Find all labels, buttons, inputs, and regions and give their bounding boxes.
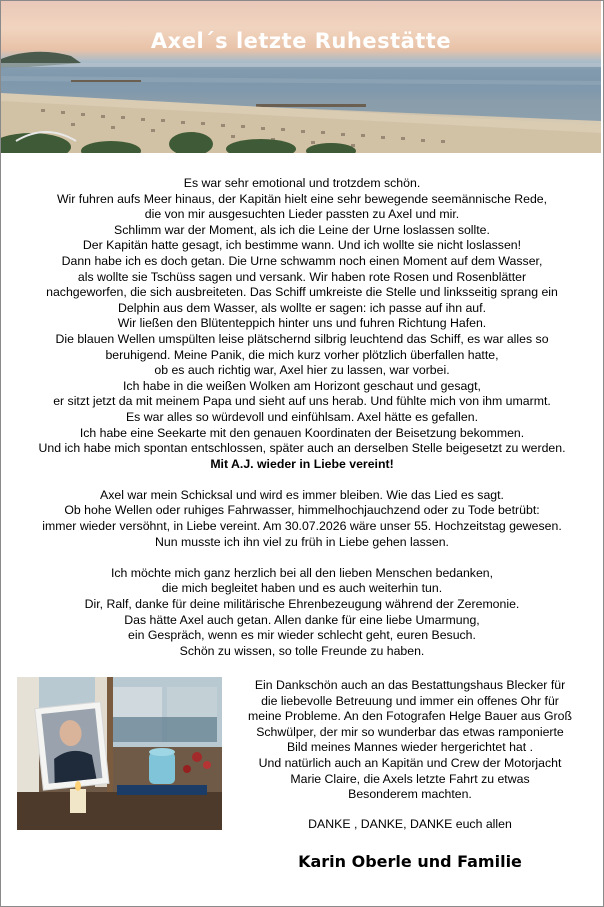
- text-line: Marie Claire, die Axels letzte Fahrt zu etwas: [290, 771, 530, 786]
- text-line: Nun musste ich ihn viel zu früh in Liebe gehen lassen.: [155, 534, 449, 549]
- text-line: Schwülper, der mir so wunderbar das etwas ramponierte: [256, 724, 564, 739]
- signature: Karin Oberle und Familie: [298, 852, 522, 871]
- text-line: Dir, Ralf, danke für deine militärische Ehrenbezeugung während der Zeremonie.: [84, 597, 520, 612]
- text-line: Es war sehr emotional und trotzdem schön.: [183, 176, 421, 190]
- text-line: Das hätte Axel auch getan. Allen danke für eine liebe Umarmung,: [124, 612, 480, 627]
- page-title: Axel´s letzte Ruhestätte: [150, 29, 452, 53]
- text-line: Schlimm war der Moment, als ich die Leine der Urne loslassen sollte.: [114, 222, 490, 237]
- memorial-photo: [17, 677, 222, 830]
- bold-line: Mit A.J. wieder in Liebe vereint!: [210, 456, 394, 471]
- text-line: immer wieder versöhnt, in Liebe vereint. Am 30.07.2026 wäre unser 55. Hochzeitstag gewesen.: [42, 519, 562, 534]
- text-line: Und natürlich auch an Kapitän und Crew der Motorjacht: [258, 755, 562, 770]
- header-photo-beach: [1, 1, 601, 153]
- text-line: Dann habe ich es doch getan. Die Urne schwamm noch einen Moment auf dem Wasser,: [61, 253, 543, 268]
- text-line: meine Probleme. An den Fotografen Helge Bauer aus Groß: [248, 709, 572, 724]
- text-line: die liebevolle Betreuung und immer ein offenes Ohr für: [261, 693, 559, 708]
- pier-shape: [256, 104, 366, 107]
- text-line: nachgeworfen, die sich ausbreiteten. Das Schiff umkreiste die Stelle und linksseitig sprang ein: [46, 285, 558, 300]
- text-line: Der Kapitän hatte gesagt, ich bestimme wann. Und ich wollte sie nicht loslassen!: [82, 238, 522, 253]
- text-line: Bild meines Mannes wieder hergerichtet hat .: [286, 740, 534, 755]
- text-line: Delphin aus dem Wasser, als wollte er sagen: ich passe auf ihn auf.: [118, 300, 486, 315]
- beach-scene-image: [1, 1, 601, 153]
- text-line: als wollte sie Tschüss sagen und versank. Wir haben rote Rosen und Rosenblätter: [77, 269, 527, 284]
- text-line: Wir ließen den Blütenteppich hinter uns und fuhren Richtung Hafen.: [117, 316, 487, 331]
- text-line: Es war alles so würdevoll und einfühlsam. Axel hätte es gefallen.: [125, 409, 479, 424]
- text-line: ein Gespräch, wenn es mir wieder schlecht geht, euren Besuch.: [128, 628, 476, 643]
- text-line: Die blauen Wellen umspülten leise plätschernd silbrig leuchtend das Schiff, es war alles so: [55, 331, 549, 346]
- text-line: Ich möchte mich ganz herzlich bei all den lieben Menschen bedanken,: [110, 565, 494, 580]
- text-line: die von mir ausgesuchten Lieder passten zu Axel und mir.: [144, 207, 460, 222]
- thanks-text: [232, 678, 588, 803]
- text-line: Ob hohe Wellen oder ruhiges Fahrwasser, himmelhochjauchzend oder zu Tode betrübt:: [64, 503, 540, 518]
- main-text: [8, 176, 596, 659]
- danke-line: DANKE , DANKE, DANKE euch allen: [308, 817, 512, 831]
- text-line: beruhigend. Meine Panik, die mich kurz vorher plötzlich überfallen hatte,: [105, 347, 499, 362]
- text-line: Wir fuhren aufs Meer hinaus, der Kapitän hielt eine sehr bewegende seemännische Rede,: [56, 191, 548, 206]
- text-line: ob es auch richtig war, Axel hier zu lassen, war vorbei.: [154, 363, 450, 378]
- text-line: Ich habe in die weißen Wolken am Horizont geschaut und gesagt,: [123, 378, 481, 393]
- text-line: er sitzt jetzt da mit meinem Papa und sieht auf uns herab. Und fühlte mich von ihm umarmt.: [53, 394, 551, 409]
- text-line: Ein Dankschön auch an das Bestattungshaus Blecker für: [254, 678, 566, 692]
- text-line: Ich habe eine Seekarte mit den genauen Koordinaten der Beisetzung bekommen.: [79, 425, 525, 440]
- text-line: Axel war mein Schicksal und wird es immer bleiben. Wie das Lied es sagt.: [100, 487, 504, 502]
- text-line: Besonderem machten.: [348, 787, 472, 802]
- text-line: Und ich habe mich spontan entschlossen, später auch an derselben Stelle beigesetzt zu werden.: [38, 441, 566, 456]
- text-line: Schön zu wissen, so tolle Freunde zu haben.: [179, 643, 425, 658]
- text-line: die mich begleitet haben und es auch weiterhin tun.: [161, 581, 443, 596]
